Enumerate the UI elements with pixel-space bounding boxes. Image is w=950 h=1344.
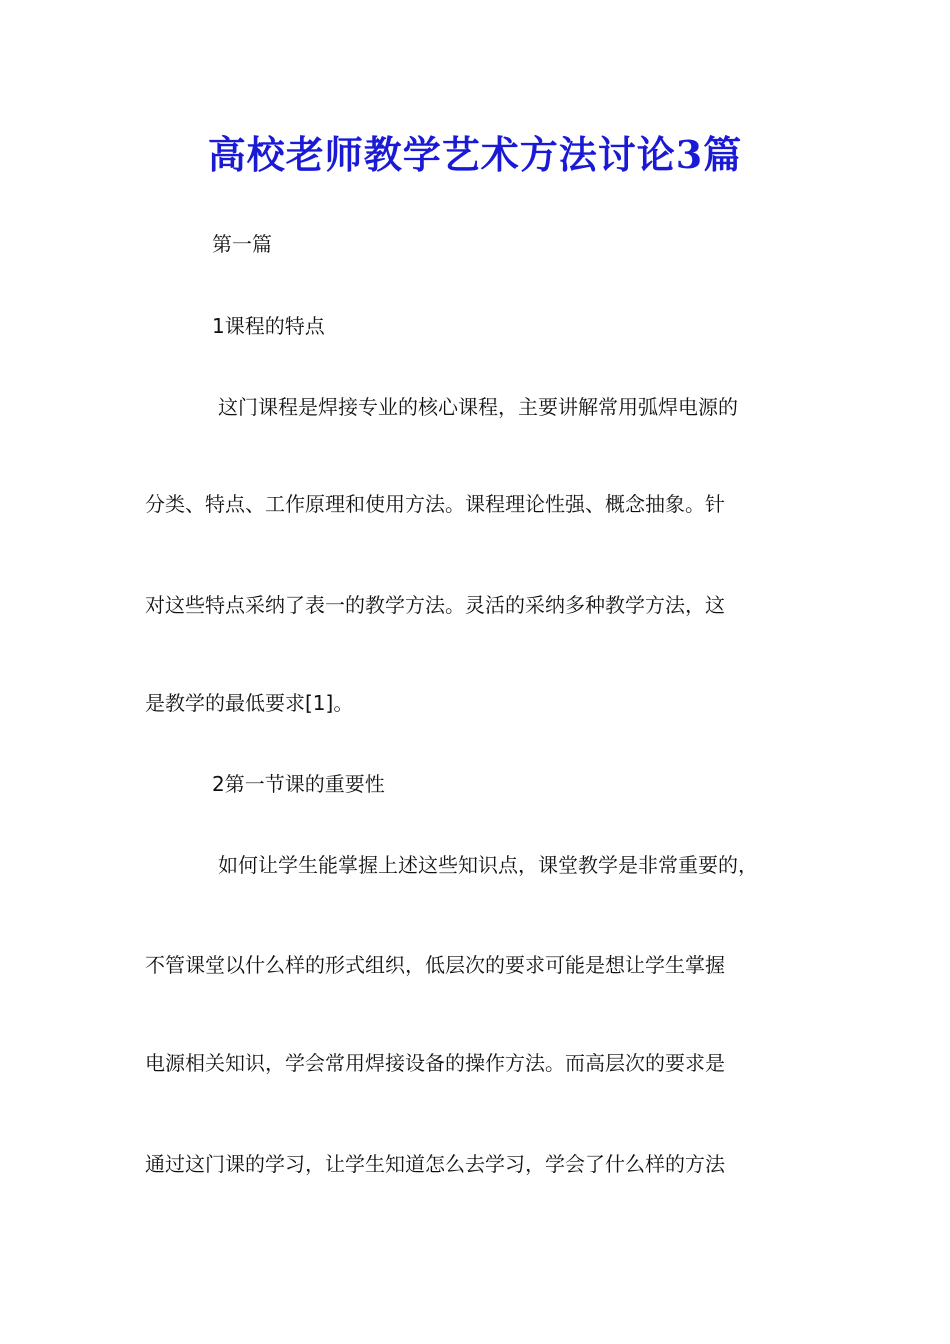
- paragraph-1-line-4: 是教学的最低要求[1]。: [145, 691, 354, 715]
- paragraph-2-line-1: 如何让学生能掌握上述这些知识点，课堂教学是非常重要的，: [218, 853, 758, 877]
- section-heading-2: 2第一节课的重要性: [212, 772, 385, 796]
- section-heading-1: 1课程的特点: [212, 314, 325, 338]
- paragraph-1-line-1: 这门课程是焊接专业的核心课程，主要讲解常用弧焊电源的: [218, 395, 738, 419]
- paragraph-2-line-4: 通过这门课的学习，让学生知道怎么去学习，学会了什么样的方法: [145, 1152, 725, 1176]
- section-label: 第一篇: [212, 232, 272, 256]
- document-title: 高校老师教学艺术方法讨论3篇: [207, 132, 743, 177]
- paragraph-1-line-2: 分类、特点、工作原理和使用方法。课程理论性强、概念抽象。针: [145, 492, 725, 516]
- paragraph-1-line-3: 对这些特点采纳了表一的教学方法。灵活的采纳多种教学方法，这: [145, 593, 725, 617]
- paragraph-2-line-2: 不管课堂以什么样的形式组织，低层次的要求可能是想让学生掌握: [145, 953, 725, 977]
- paragraph-2-line-3: 电源相关知识，学会常用焊接设备的操作方法。而高层次的要求是: [145, 1051, 725, 1075]
